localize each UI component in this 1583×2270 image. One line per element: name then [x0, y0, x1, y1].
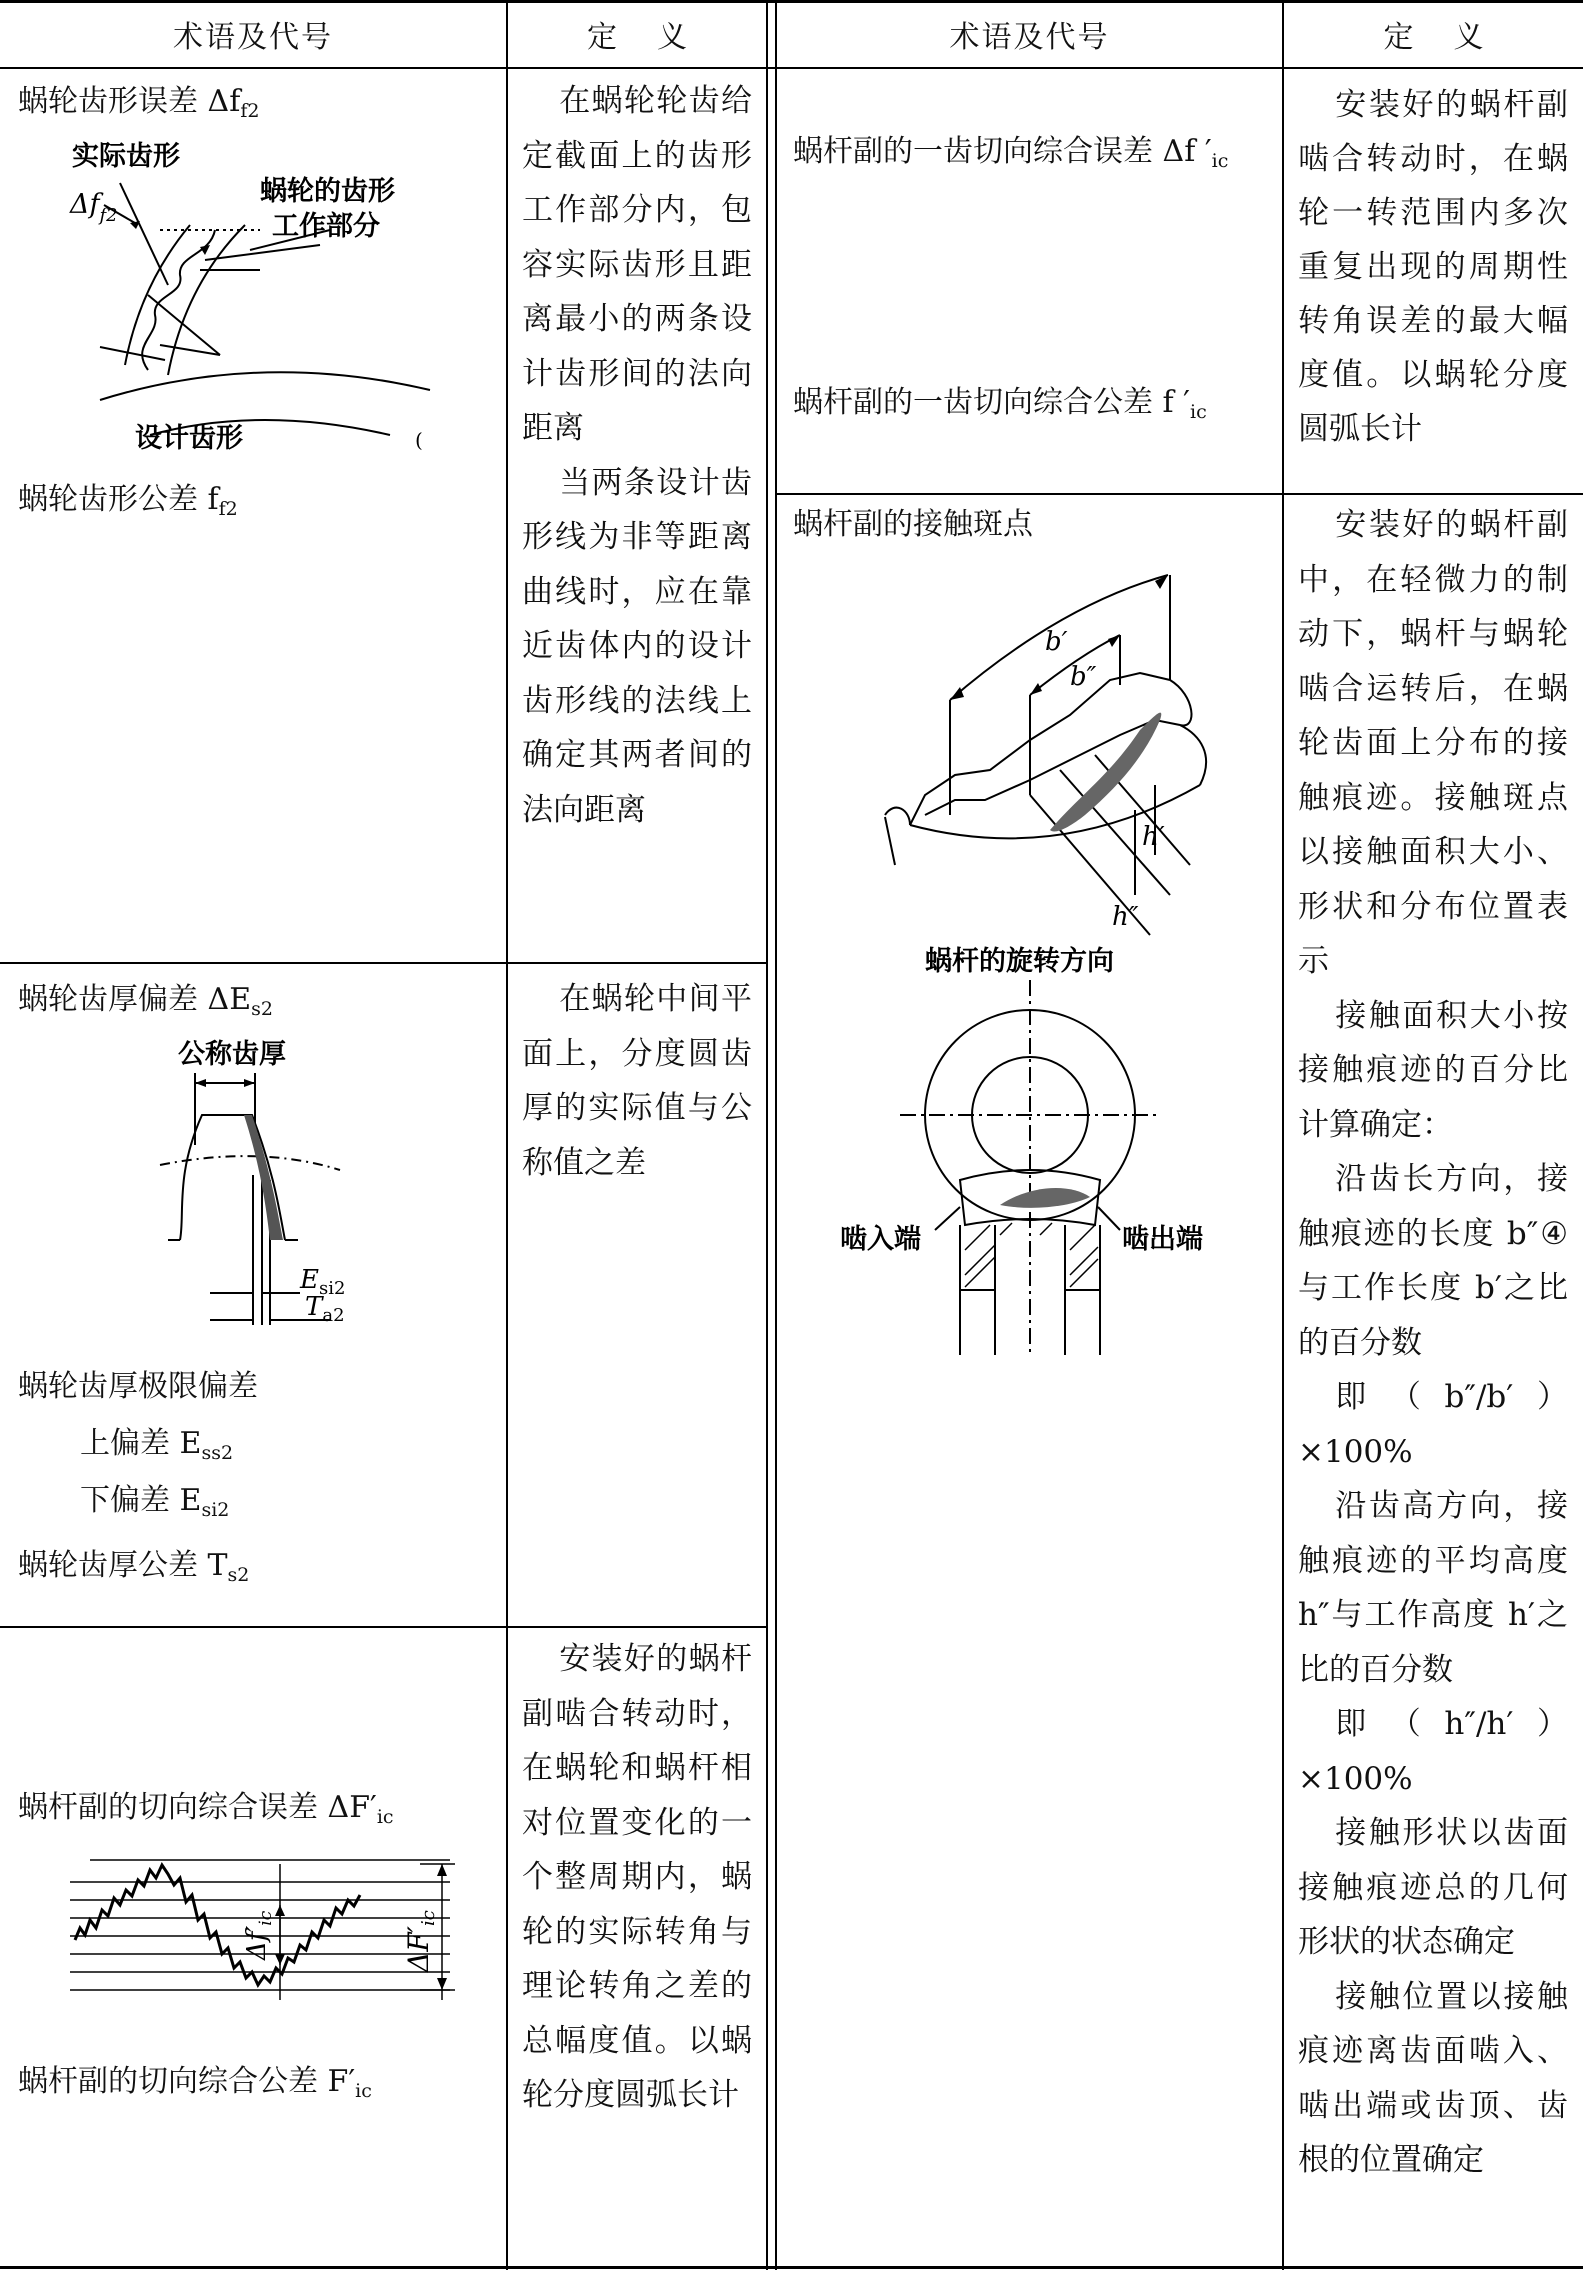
term-tooth-profile-tolerance [18, 480, 238, 529]
contact-pattern-figure [880, 555, 1240, 975]
center-double-rule-b [775, 0, 777, 2270]
def-tooth-profile-p1: 在蜗轮轮齿给定截面上的齿形工作部分内，包容实际齿形且距离最小的两条设计齿形间的法向距离 [522, 83, 752, 446]
def-contact-p4: 即（b″/b′）×100% [1298, 1379, 1568, 1470]
label-delta-fic-sub: ic [256, 1910, 276, 1926]
label-stray-mark: ( [415, 428, 423, 452]
def-single-tooth-tangential [1298, 78, 1568, 456]
term-tooth-profile-error-text: 蜗轮齿形误差 Δf [18, 84, 241, 119]
term-tangential-composite-error-sub: ic [376, 1806, 394, 1828]
term-lower-deviation-sub: si2 [201, 1499, 230, 1521]
label-disengage-end: 啮出端 [1122, 1224, 1203, 1255]
label-design-profile: 设计齿形 [135, 423, 243, 454]
label-h-prime: h′ [1142, 822, 1165, 852]
def-contact-p3: 沿齿长方向，接触痕迹的长度 b″④与工作长度 b′之比的百分数 [1298, 1161, 1568, 1361]
term-tooth-thickness-deviation-sub: s2 [251, 998, 273, 1020]
def-contact-pattern [1298, 498, 1568, 2188]
def-single-tooth-tangential-p: 安装好的蜗杆副啮合转动时，在蜗轮一转范围内多次重复出现的周期性转角误差的最大幅度值。以蜗轮分度圆弧长计 [1298, 87, 1568, 447]
label-engage-end: 啮入端 [840, 1224, 921, 1255]
def-tooth-profile [522, 74, 752, 837]
def-contact-p6: 即（h″/h′）×100% [1298, 1706, 1568, 1797]
def-tooth-profile-p2: 当两条设计齿形线为非等距离曲线时，应在靠近齿体内的设计齿形线的法线上确定其两者间的法向距离 [522, 464, 752, 828]
col-rule-left-def [506, 0, 508, 2270]
def-tangential-composite-p: 安装好的蜗杆副啮合转动时，在蜗轮和蜗杆相对位置变化的一个整周期内，蜗轮的实际转角与理论转角之差的总幅度值。以蜗轮分度圆弧长计 [522, 1641, 752, 2113]
label-esi2-sub: si2 [318, 1278, 346, 1299]
label-b-prime: b′ [1045, 627, 1068, 657]
term-upper-deviation-text: 上偏差 E [80, 1426, 202, 1461]
label-b-double-prime: b″ [1070, 662, 1097, 692]
label-esi2-text: E [300, 1265, 319, 1295]
label-delta-ff2-text: Δf [70, 189, 100, 220]
term-thickness-limit-deviation: 蜗轮齿厚极限偏差 [18, 1369, 258, 1404]
def-contact-p7: 接触形状以齿面接触痕迹总的几何形状的状态确定 [1298, 1815, 1568, 1960]
label-delta-Fic-text: ΔF′ [402, 1925, 435, 1972]
header-term-right: 术语及代号 [949, 20, 1110, 55]
col-rule-right-def [1282, 0, 1284, 2270]
label-ta2-text: T [305, 1292, 323, 1322]
def-tooth-thickness [522, 972, 752, 1190]
label-h-double-prime: h″ [1112, 902, 1139, 932]
term-tangential-composite-error-text: 蜗杆副的切向综合误差 ΔF′ [18, 1790, 377, 1825]
center-double-rule-a [766, 0, 768, 2270]
worm-wheel-figure [840, 975, 1260, 1355]
term-tangential-composite-tolerance-sub: ic [355, 2080, 372, 2102]
label-ta2-sub: a2 [322, 1305, 345, 1326]
term-tangential-composite-tolerance-text: 蜗杆副的切向综合公差 F′ [18, 2064, 356, 2099]
label-delta-ff2 [69, 189, 118, 226]
label-worm-rotation: 蜗杆的旋转方向 [925, 946, 1114, 975]
label-delta-fic-text: Δf′ [242, 1925, 272, 1960]
tooth-thickness-figure [140, 1035, 380, 1335]
def-tooth-thickness-p: 在蜗轮中间平面上，分度圆齿厚的实际值与公称值之差 [522, 981, 752, 1181]
term-lower-deviation-text: 下偏差 E [80, 1483, 202, 1518]
term-thickness-tolerance [18, 1546, 249, 1595]
term-lower-deviation [80, 1481, 229, 1530]
term-single-tooth-tangential-tolerance [793, 383, 1207, 432]
def-contact-p5: 沿齿高方向，接触痕迹的平均高度 h″与工作高度 h′之比的百分数 [1298, 1488, 1568, 1688]
label-delta-ff2-sub: f2 [99, 205, 118, 226]
left-row-rule-2 [0, 1626, 767, 1628]
def-tangential-composite [522, 1632, 752, 2123]
term-upper-deviation [80, 1424, 233, 1473]
term-thickness-tolerance-sub: s2 [227, 1564, 250, 1586]
label-working-part-1: 蜗轮的齿形 [260, 176, 395, 207]
term-tooth-profile-error-sub: f2 [240, 100, 260, 122]
label-delta-Fic [402, 1910, 439, 1973]
term-tangential-composite-tolerance [18, 2062, 372, 2111]
term-tangential-composite-error [18, 1788, 394, 1837]
term-single-tooth-tangential-tolerance-text: 蜗杆副的一齿切向综合公差 f ′ [793, 385, 1190, 420]
def-contact-p1: 安装好的蜗杆副中，在轻微力的制动下，蜗杆与蜗轮啮合运转后，在蜗轮齿面上分布的接触痕迹。接触斑点以接触面积大小、形状和分布位置表示 [1298, 507, 1568, 979]
label-delta-Fic-sub: ic [418, 1910, 439, 1926]
term-tooth-profile-tolerance-sub: f2 [218, 498, 238, 520]
def-contact-p2: 接触面积大小按接触痕迹的百分比计算确定： [1298, 997, 1568, 1143]
tooth-profile-figure [60, 135, 460, 465]
term-tooth-thickness-deviation [18, 980, 273, 1029]
header-definition-right: 定义 [1383, 20, 1524, 55]
label-working-part-2: 工作部分 [272, 211, 380, 242]
label-nominal-thickness: 公称齿厚 [178, 1039, 286, 1070]
def-contact-p8: 接触位置以接触痕迹离齿面啮入、啮出端或齿顶、齿根的位置确定 [1298, 1978, 1568, 2178]
term-single-tooth-tangential-tolerance-sub: ic [1190, 401, 1207, 423]
tangential-error-figure [50, 1850, 470, 2000]
label-actual-profile: 实际齿形 [72, 141, 180, 172]
term-single-tooth-tangential-error-sub: ic [1211, 150, 1229, 172]
bottom-rule [0, 2266, 1583, 2269]
term-contact-pattern: 蜗杆副的接触斑点 [793, 507, 1033, 542]
term-thickness-tolerance-text: 蜗轮齿厚公差 T [18, 1548, 228, 1583]
header-definition-left: 定义 [587, 20, 727, 55]
term-single-tooth-tangential-error [793, 132, 1228, 181]
term-upper-deviation-sub: ss2 [201, 1442, 234, 1464]
term-tooth-profile-error [18, 82, 259, 131]
right-row-rule-1 [776, 493, 1583, 495]
header-term-left: 术语及代号 [173, 20, 333, 55]
term-single-tooth-tangential-error-text: 蜗杆副的一齿切向综合误差 Δf ′ [793, 134, 1212, 169]
left-row-rule-1 [0, 962, 767, 964]
term-tooth-thickness-deviation-text: 蜗轮齿厚偏差 ΔE [18, 982, 252, 1017]
term-tooth-profile-tolerance-text: 蜗轮齿形公差 f [18, 482, 219, 517]
